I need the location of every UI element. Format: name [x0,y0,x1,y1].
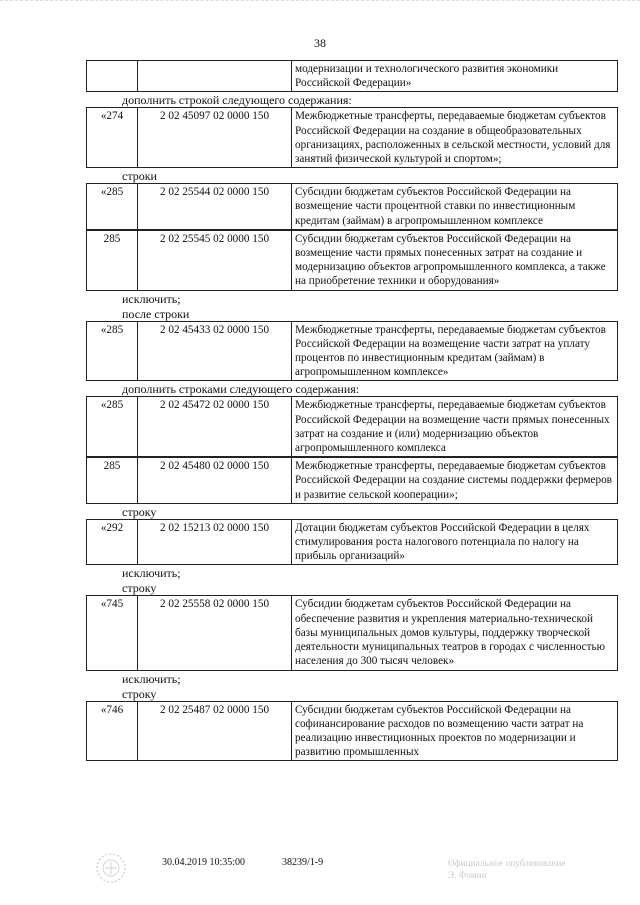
row-number-cell: «285 [87,397,138,457]
instruction-text: исключить; [122,291,181,306]
row-number-cell: «285 [87,321,138,381]
budget-code-cell [138,61,292,92]
instruction-text: после строки [122,306,190,321]
footer-date: 30.04.2019 10:35:00 [162,857,246,868]
budget-code-cell: 2 02 25545 02 0000 150 [138,230,292,290]
row-number-cell: 285 [87,230,138,290]
table-row [86,701,618,762]
instruction-text: дополнить строкой следующего содержания: [122,93,352,108]
page-footer [0,857,640,897]
table-row [86,396,618,457]
row-number-cell [87,61,138,92]
scan-edge-marks [0,0,640,4]
row-number-cell: «745 [87,596,138,670]
description-cell: Субсидии бюджетам субъектов Российской Федерации на возмещение части прямых понесенных затрат на создание и модернизацию объектов агропромышленного комплекса, а также на приобретение техники и оборудования» [292,230,618,290]
budget-code-cell: 2 02 45433 02 0000 150 [138,321,292,381]
instruction-text: строки [122,169,157,184]
description-cell: Межбюджетные трансферты, передаваемые бюджетам субъектов Российской Федерации на создание системы поддержки фермеров и развитие сельской кооперации»; [292,458,618,504]
description-cell: Межбюджетные трансферты, передаваемые бюджетам субъектов Российской Федерации на создание в общеобразовательных организациях, расположенных в сельской местности, условий для занятий физической культурой и спортом»; [292,108,618,168]
row-number-cell: «292 [87,519,138,565]
budget-code-cell: 2 02 25558 02 0000 150 [138,596,292,670]
budget-code-cell: 2 02 45480 02 0000 150 [138,458,292,504]
table-row [86,321,618,382]
instruction-text: дополнить строками следующего содержания: [122,382,360,397]
instruction-text: строку [122,504,157,519]
instruction-text: исключить; [122,671,181,686]
description-cell: Субсидии бюджетам субъектов Российской Федерации на возмещение части процентной ставки по инвестиционным кредитам (займам) в агропромышленном комплексе [292,184,618,230]
watermark-line-1: Официальное опубликование [448,858,566,868]
description-cell: Межбюджетные трансферты, передаваемые бюджетам субъектов Российской Федерации на возмещение части прямых понесенных затрат на создание и (или) модернизацию объектов агропромышленного комплекса [292,397,618,457]
description-cell: модернизации и технологического развития экономики Российской Федерации» [292,61,618,92]
budget-code-cell: 2 02 45472 02 0000 150 [138,397,292,457]
row-number-cell: «274 [87,108,138,168]
footer-document-id: 38239/1-9 [282,857,324,868]
table-row [86,230,618,291]
description-cell: Субсидии бюджетам субъектов Российской Федерации на обеспечение развития и укрепления материально-технической базы муниципальных домов культуры, поддержку творческой деятельности муниципальных театров в городах с численностью населения до 300 тысяч человек» [292,596,618,670]
description-cell: Дотации бюджетам субъектов Российской Федерации в целях стимулирования роста налогового потенциала по налогу на прибыль организаций» [292,519,618,565]
instruction-text: строку [122,581,157,596]
document-body [86,60,612,761]
watermark-line-2: Э. Фомин [448,870,487,880]
instruction-text: строку [122,686,157,701]
page-number: 38 [314,36,326,50]
table-row [86,107,618,168]
description-cell: Субсидии бюджетам субъектов Российской Федерации на софинансирование расходов по возмещению части затрат на реализацию инвестиционных проектов по модернизации и развитию промышленных [292,701,618,761]
table-row [86,60,618,92]
row-number-cell: «285 [87,184,138,230]
instruction-text: исключить; [122,566,181,581]
budget-code-cell: 2 02 15213 02 0000 150 [138,519,292,565]
budget-code-cell: 2 02 25487 02 0000 150 [138,701,292,761]
table-row [86,519,618,566]
description-cell: Межбюджетные трансферты, передаваемые бюджетам субъектов Российской Федерации на возмещение части затрат на уплату процентов по инвестиционным кредитам (займам) в агропромышленном комплексе» [292,321,618,381]
seal-stamp-icon [94,851,128,885]
budget-code-cell: 2 02 25544 02 0000 150 [138,184,292,230]
row-number-cell: 285 [87,458,138,504]
publication-watermark [448,857,566,881]
table-row [86,183,618,230]
table-row [86,457,618,504]
budget-code-cell: 2 02 45097 02 0000 150 [138,108,292,168]
table-row [86,595,618,670]
row-number-cell: «746 [87,701,138,761]
